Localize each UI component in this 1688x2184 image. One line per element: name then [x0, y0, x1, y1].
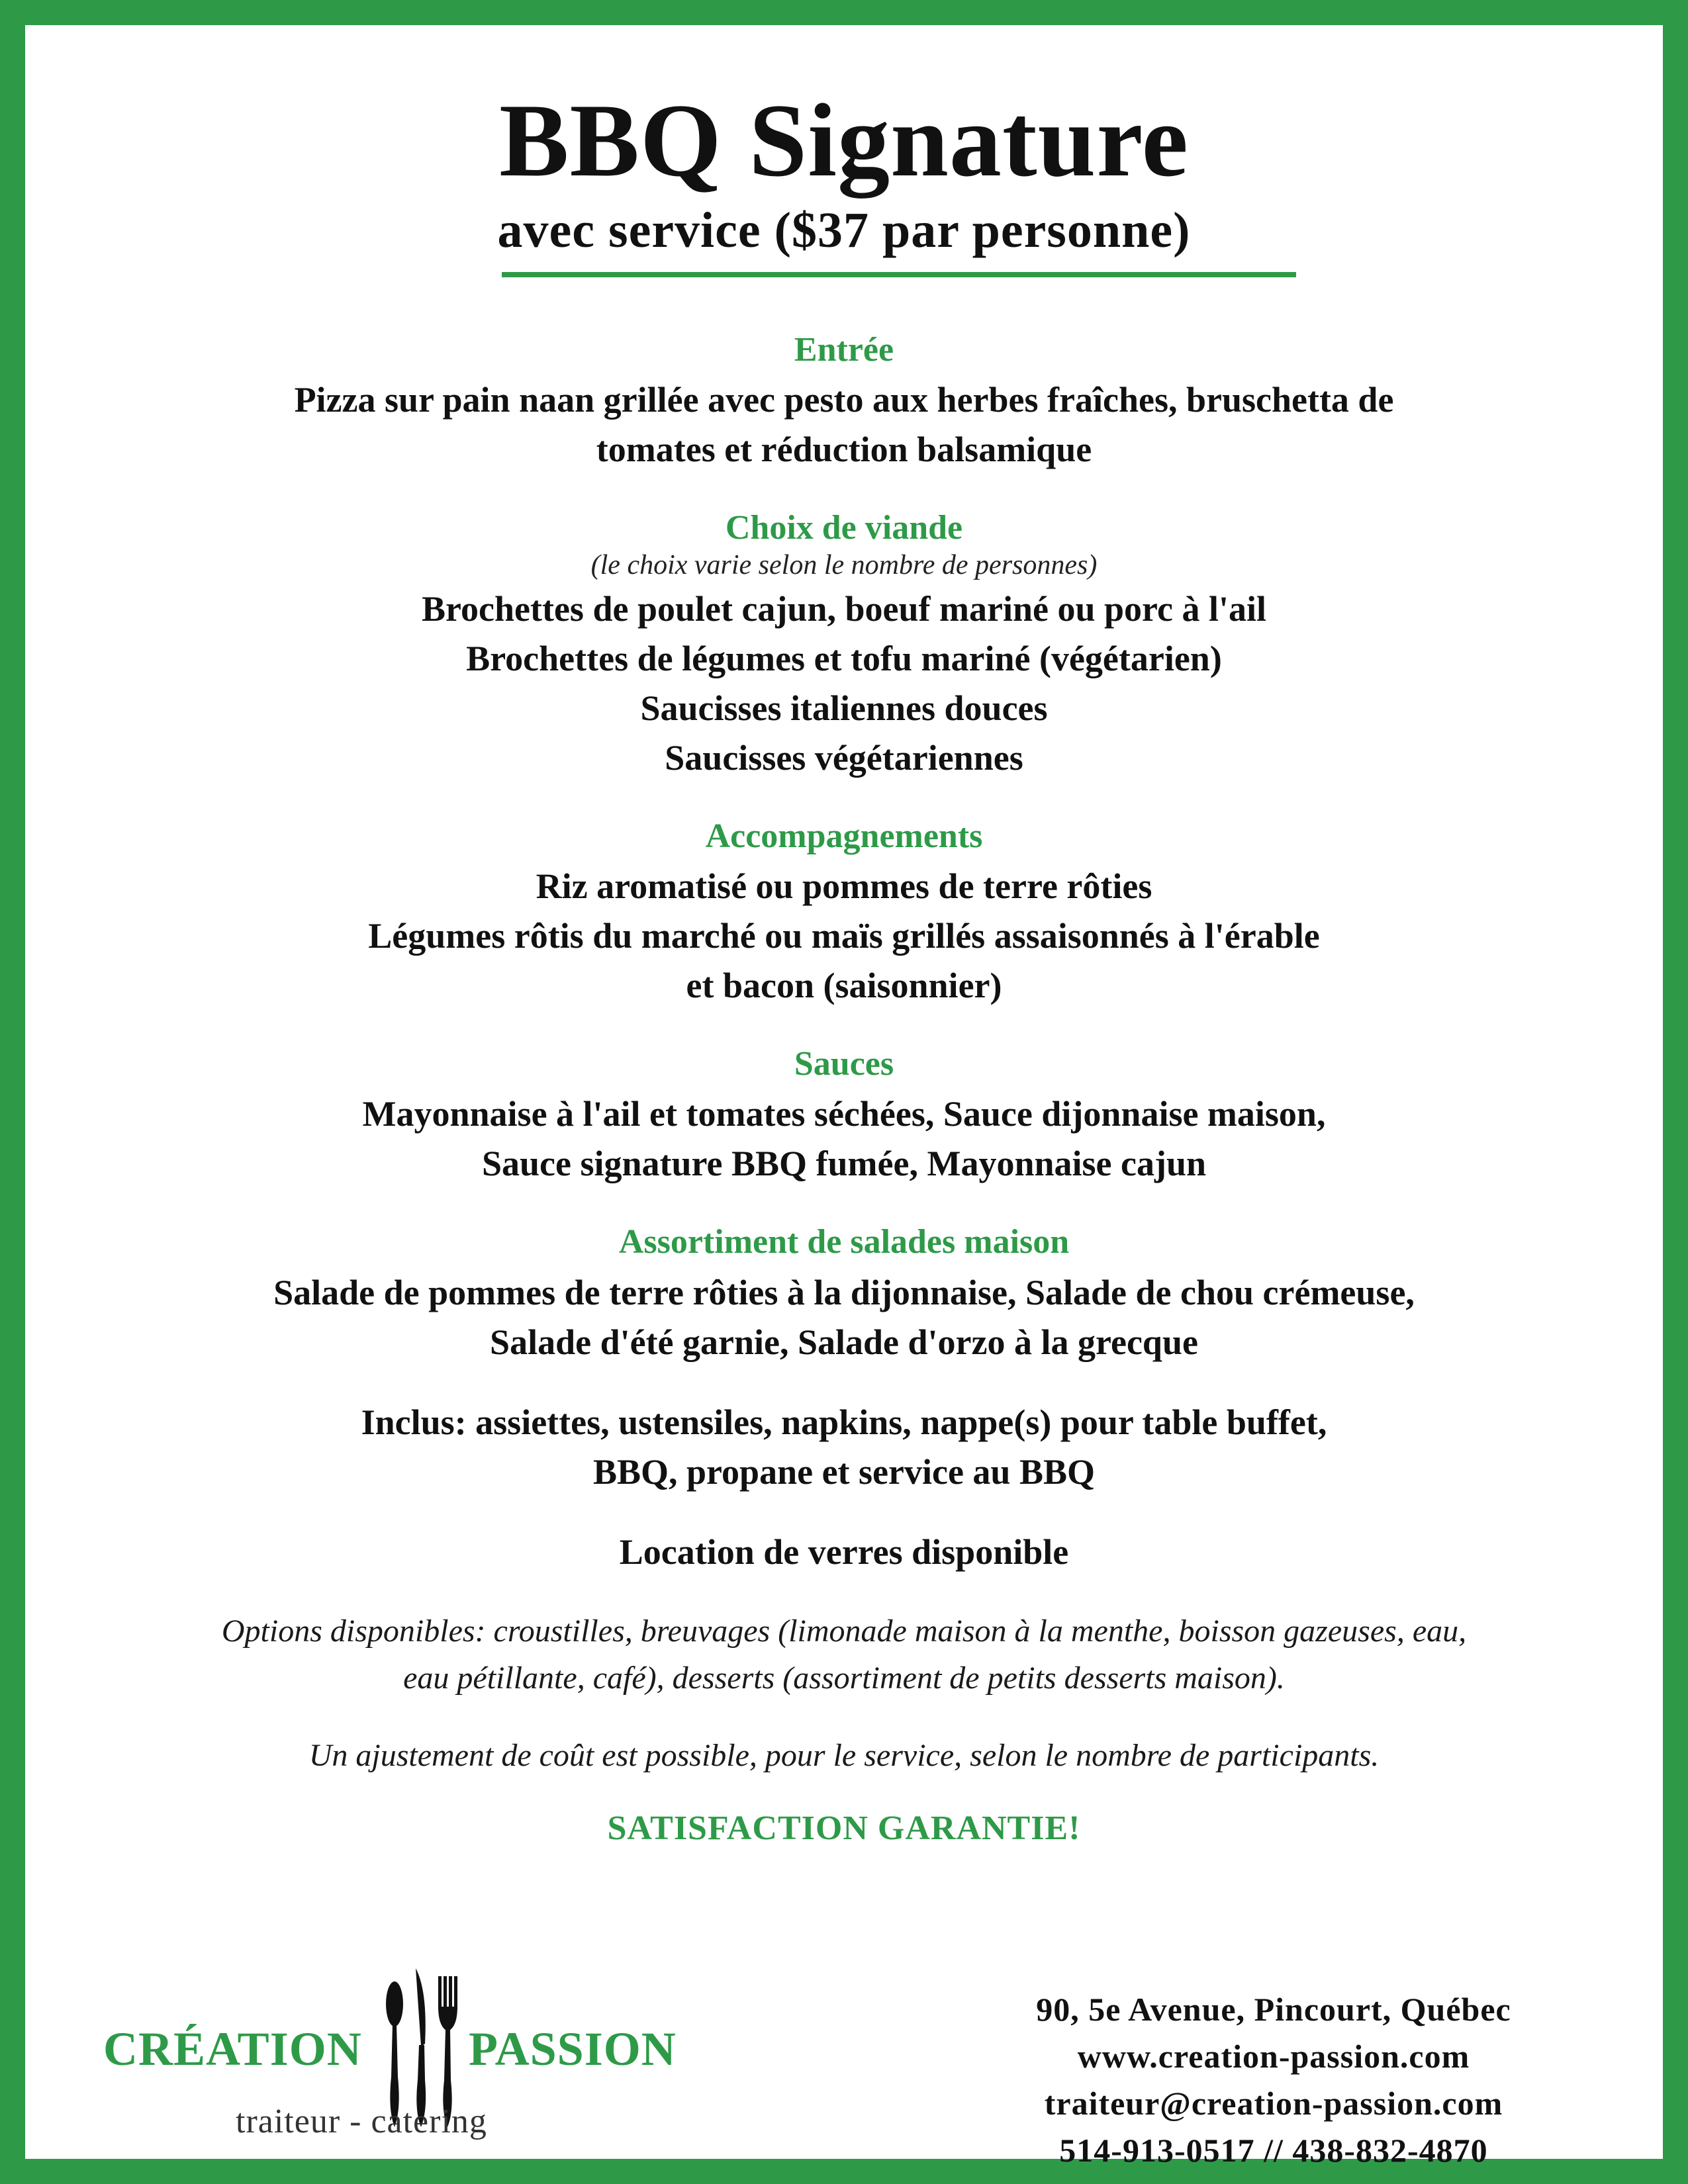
menu-line: Légumes rôtis du marché ou maïs grillés assaisonnés à l'érable — [368, 916, 1320, 956]
contact-website[interactable]: www.creation-passion.com — [1077, 2038, 1470, 2075]
menu-line: Salade de pommes de terre rôties à la dijonnaise, Salade de chou crémeuse, — [273, 1272, 1415, 1312]
page-title: BBQ Signature — [499, 83, 1189, 199]
contact-phones: 514-913-0517 // 438-832-4870 — [1059, 2132, 1488, 2169]
section-note-viande: (le choix varie selon le nombre de personnes) — [590, 550, 1098, 581]
satisfaction-guarantee: SATISFACTION GARANTIE! — [607, 1809, 1081, 1847]
menu-line: Saucisses italiennes douces — [640, 688, 1048, 729]
menu-line: Saucisses végétariennes — [665, 738, 1023, 778]
logo-word-creation: CRÉATION — [103, 2023, 362, 2075]
options-note — [25, 1608, 1663, 1702]
options-line: eau pétillante, café), desserts (assortiment de petits desserts maison). — [403, 1660, 1285, 1696]
included-line: BBQ, propane et service au BBQ — [592, 1451, 1095, 1492]
section-accompagnements — [25, 817, 1663, 1011]
included-items — [25, 1398, 1663, 1497]
section-sauces — [25, 1045, 1663, 1189]
menu-line: Sauce signature BBQ fumée, Mayonnaise cajun — [481, 1144, 1207, 1184]
glass-rental-note: Location de verres disponible — [619, 1531, 1069, 1572]
contact-address: 90, 5e Avenue, Pincourt, Québec — [1036, 1991, 1511, 2028]
section-viande — [25, 509, 1663, 783]
section-salades — [25, 1223, 1663, 1367]
menu-line: Salade d'été garnie, Salade d'orzo à la grecque — [490, 1322, 1198, 1362]
contact-email[interactable]: traiteur@creation-passion.com — [1044, 2085, 1503, 2122]
menu-line: tomates et réduction balsamique — [596, 430, 1092, 470]
logo-tagline: traiteur - catering — [236, 2103, 487, 2140]
menu-line: Mayonnaise à l'ail et tomates séchées, Sauce dijonnaise maison, — [362, 1094, 1326, 1134]
menu-line: Riz aromatisé ou pommes de terre rôties — [536, 866, 1152, 907]
page-subtitle: avec service ($37 par personne) — [497, 203, 1191, 258]
menu-line: et bacon (saisonnier) — [686, 966, 1002, 1006]
options-line: Options disponibles: croustilles, breuvages (limonade maison à la menthe, boisson gazeuses, eau, — [221, 1613, 1467, 1649]
menu-line: Pizza sur pain naan grillée avec pesto aux herbes fraîches, bruschetta de — [294, 380, 1394, 420]
title-divider — [502, 272, 1296, 277]
section-heading-viande: Choix de viande — [725, 509, 963, 547]
section-heading-sauces: Sauces — [794, 1045, 894, 1083]
logo-word-passion: PASSION — [469, 2023, 677, 2075]
menu-content — [25, 331, 1663, 1847]
menu-line: Brochettes de poulet cajun, boeuf mariné ou porc à l'ail — [422, 589, 1266, 629]
included-line: Inclus: assiettes, ustensiles, napkins, nappe(s) pour table buffet, — [361, 1402, 1327, 1442]
contact-info — [976, 1986, 1571, 2174]
cost-adjustment-note: Un ajustement de coût est possible, pour le service, selon le nombre de participants. — [308, 1737, 1380, 1773]
menu-line: Brochettes de légumes et tofu mariné (végétarien) — [466, 639, 1222, 679]
company-logo — [103, 1964, 699, 2140]
section-heading-accompagnements: Accompagnements — [705, 817, 983, 856]
section-heading-entree: Entrée — [794, 331, 894, 369]
section-entree — [25, 331, 1663, 475]
section-heading-salades: Assortiment de salades maison — [618, 1223, 1070, 1261]
